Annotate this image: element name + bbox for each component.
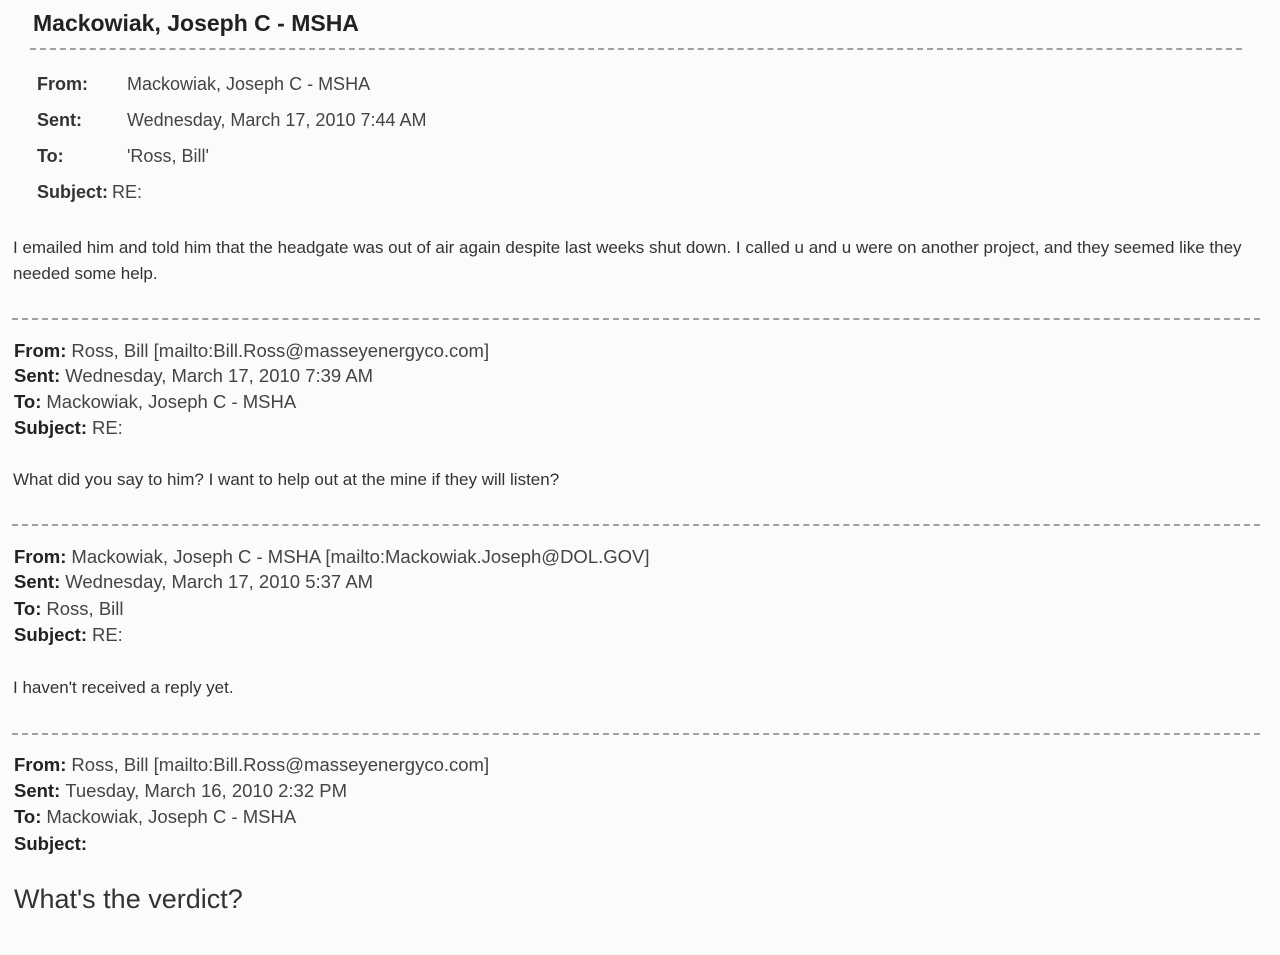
sent-row [14,365,373,387]
subject-row [37,182,142,203]
subject-row [14,417,123,439]
from-value: Ross, Bill [mailto:Bill.Ross@masseyenergyco.com] [71,754,490,775]
divider [12,733,1260,735]
email-body: What did you say to him? I want to help out at the mine if they will listen? [13,470,560,489]
to-value: Ross, Bill [46,598,124,619]
sent-row [14,780,347,802]
sent-row [14,571,373,593]
to-value: Mackowiak, Joseph C - MSHA [46,806,297,827]
subject-row [14,833,92,855]
sent-label: Sent: [37,110,82,130]
from-label: From: [37,74,88,94]
document-title: Mackowiak, Joseph C - MSHA [33,10,359,36]
to-value: 'Ross, Bill' [127,146,209,166]
email-body: I haven't received a reply yet. [13,678,234,697]
from-label: From: [14,754,67,775]
subject-label: Subject: [14,417,87,438]
from-value: Ross, Bill [mailto:Bill.Ross@masseyenergyco.com] [71,340,490,361]
subject-value: RE: [91,417,123,438]
to-row [37,146,209,167]
to-label: To: [37,146,64,166]
divider [12,524,1260,526]
sent-label: Sent: [14,780,61,801]
from-row [14,754,489,776]
subject-row [14,624,123,646]
to-label: To: [14,391,42,412]
subject-value: RE: [112,182,143,202]
sent-label: Sent: [14,365,61,386]
divider [30,48,1242,50]
to-row [14,391,296,413]
sent-value: Tuesday, March 16, 2010 2:32 PM [65,780,348,801]
sent-value: Wednesday, March 17, 2010 7:44 AM [127,110,427,130]
sent-row [37,110,427,131]
from-label: From: [14,546,67,567]
from-row [14,546,650,568]
from-value: Mackowiak, Joseph C - MSHA [mailto:Mackowiak.Joseph@DOL.GOV] [71,546,650,567]
sent-value: Wednesday, March 17, 2010 7:39 AM [65,365,374,386]
from-label: From: [14,340,67,361]
from-row [37,74,370,95]
subject-label: Subject: [14,833,87,854]
to-row [14,598,124,620]
to-value: Mackowiak, Joseph C - MSHA [46,391,297,412]
sent-label: Sent: [14,571,61,592]
from-row [14,340,489,362]
subject-label: Subject: [37,182,109,202]
sent-value: Wednesday, March 17, 2010 5:37 AM [65,571,374,592]
top-email-body: I emailed him and told him that the headgate was out of air again despite last weeks shut down. I called u and u were on another project, and they seemed like they needed some help. [13,238,1242,283]
divider [12,318,1260,320]
email-body: What's the verdict? [14,884,243,914]
from-value: Mackowiak, Joseph C - MSHA [127,74,371,94]
subject-label: Subject: [14,624,87,645]
to-label: To: [14,598,42,619]
subject-value: RE: [91,624,123,645]
to-row [14,806,296,828]
to-label: To: [14,806,42,827]
